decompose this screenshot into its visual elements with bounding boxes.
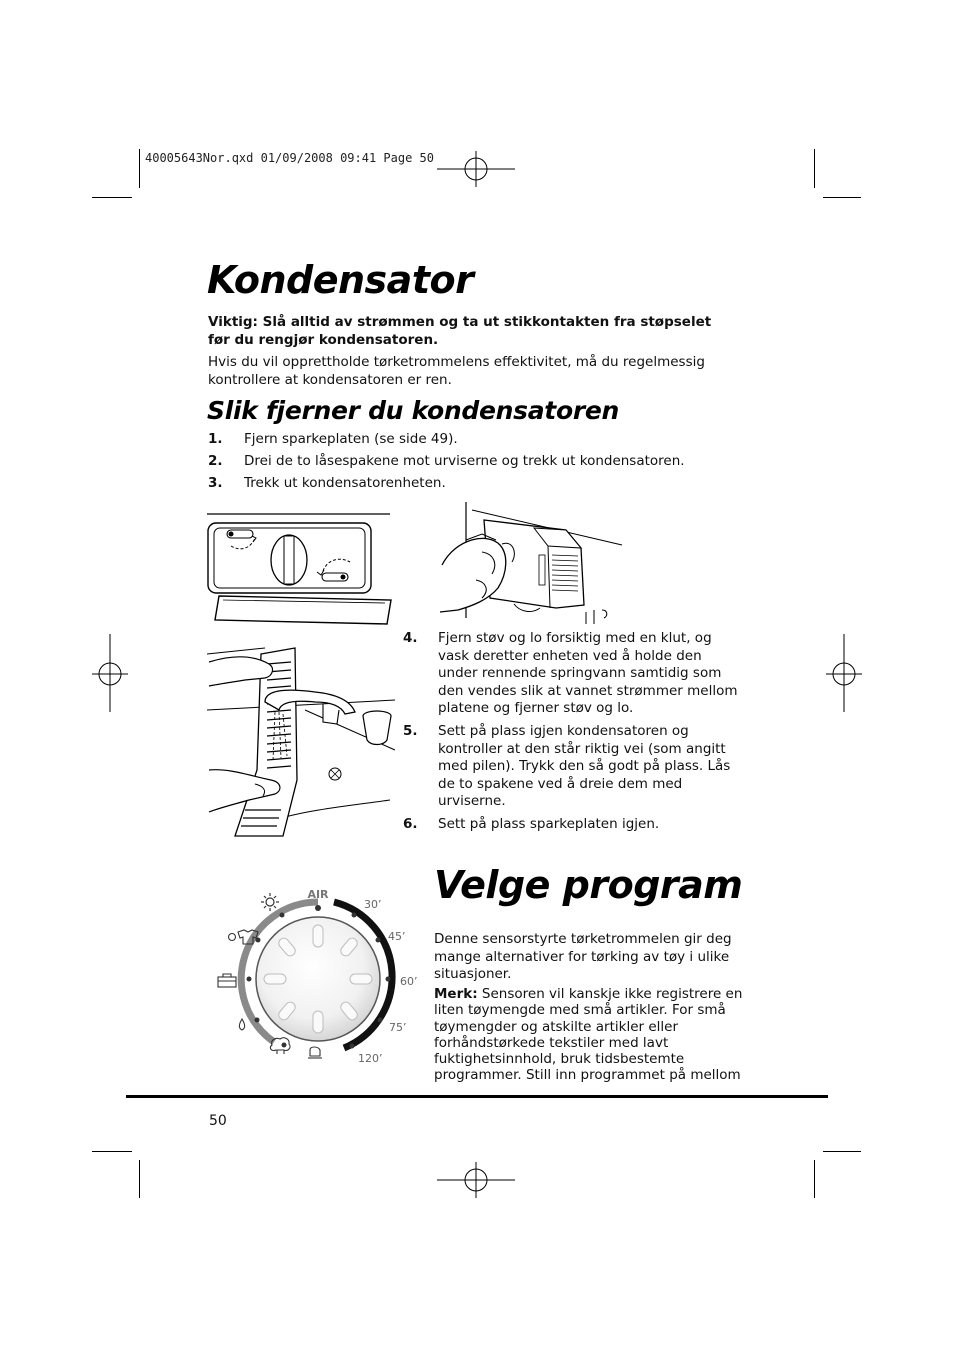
list-item: 3. Trekk ut kondensatorenheten. [208, 475, 446, 491]
page-number: 50 [209, 1113, 227, 1129]
dial-time-label: 30’ [364, 898, 382, 911]
dial-time-label: 75’ [389, 1021, 407, 1034]
list-item: 5. Sett på plass igjen kondensatoren og kontroller at den står riktig vei (som angitt med pilen). Trykk den så godt på plass. Lås de to spakene ved å dreie dem med urviserne. [403, 723, 731, 809]
dial-time-label: 120’ [358, 1052, 383, 1065]
intro-text: Hvis du vil opprettholde tørketrommelens effektivitet, må du regelmessig kontrollere at kondensatoren er ren. [208, 354, 705, 388]
note-label: Merk: [434, 986, 478, 1002]
dial-time-label: 60’ [400, 975, 418, 988]
illustration-rinse-condenser [205, 640, 400, 840]
list-item: 6. Sett på plass sparkeplaten igjen. [403, 816, 660, 832]
registration-mark-bottom [437, 1160, 517, 1200]
registration-mark-left [90, 634, 130, 714]
list-item: 1. Fjern sparkeplaten (se side 49). [208, 431, 458, 447]
section-title-velge-program: Velge program [434, 863, 743, 907]
dial-time-label: 45’ [388, 930, 406, 943]
illustration-pull-condenser [436, 500, 636, 630]
file-slug-line: 40005643Nor.qxd 01/09/2008 09:41 Page 50 [145, 151, 434, 165]
list-item: 2. Drei de to låsespakene mot urviserne og trekk ut kondensatoren. [208, 453, 685, 469]
cupboard-icon [218, 974, 236, 987]
program-note-text [434, 986, 744, 1084]
sun-icon [261, 893, 279, 911]
dial-air-label: AIR [307, 888, 329, 901]
list-item: 4. Fjern støv og lo forsiktig med en klut, og vask deretter enheten ved å holde den under rennende springvann samtidig som den vendes slik at vannet strømmer mellom platene og fjerner støv og lo. [403, 630, 738, 716]
registration-mark-top [437, 151, 517, 191]
drop-icon [239, 1019, 244, 1030]
sheep-icon [270, 1038, 290, 1054]
registration-mark-right [824, 634, 864, 714]
note-body: Sensoren vil kanskje ikke registrere en liten tøymengde med små artikler. For små tøymengder og atskilte artikler eller forhåndstørkede tekstiler med lavt fuktighetsinnhold, bruk tidsbestemte programmer. Still inn programmet på mellom [434, 986, 743, 1084]
section-subtitle-remove-condenser: Slik fjerner du kondensatoren [207, 396, 620, 425]
warning-text: Viktig: Slå alltid av strømmen og ta ut stikkontakten fra støpselet før du rengjør kondensatoren. [208, 314, 712, 348]
program-intro-text: Denne sensorstyrte tørketrommelen gir deg mange alternativer for tørking av tøy i ulike situasjoner. [434, 931, 732, 982]
illustration-kickplate-levers [205, 508, 395, 628]
program-dial-illustration [212, 882, 427, 1067]
footer-rule [126, 1095, 828, 1098]
iron-icon [308, 1047, 322, 1058]
section-title-kondensator: Kondensator [207, 258, 474, 302]
